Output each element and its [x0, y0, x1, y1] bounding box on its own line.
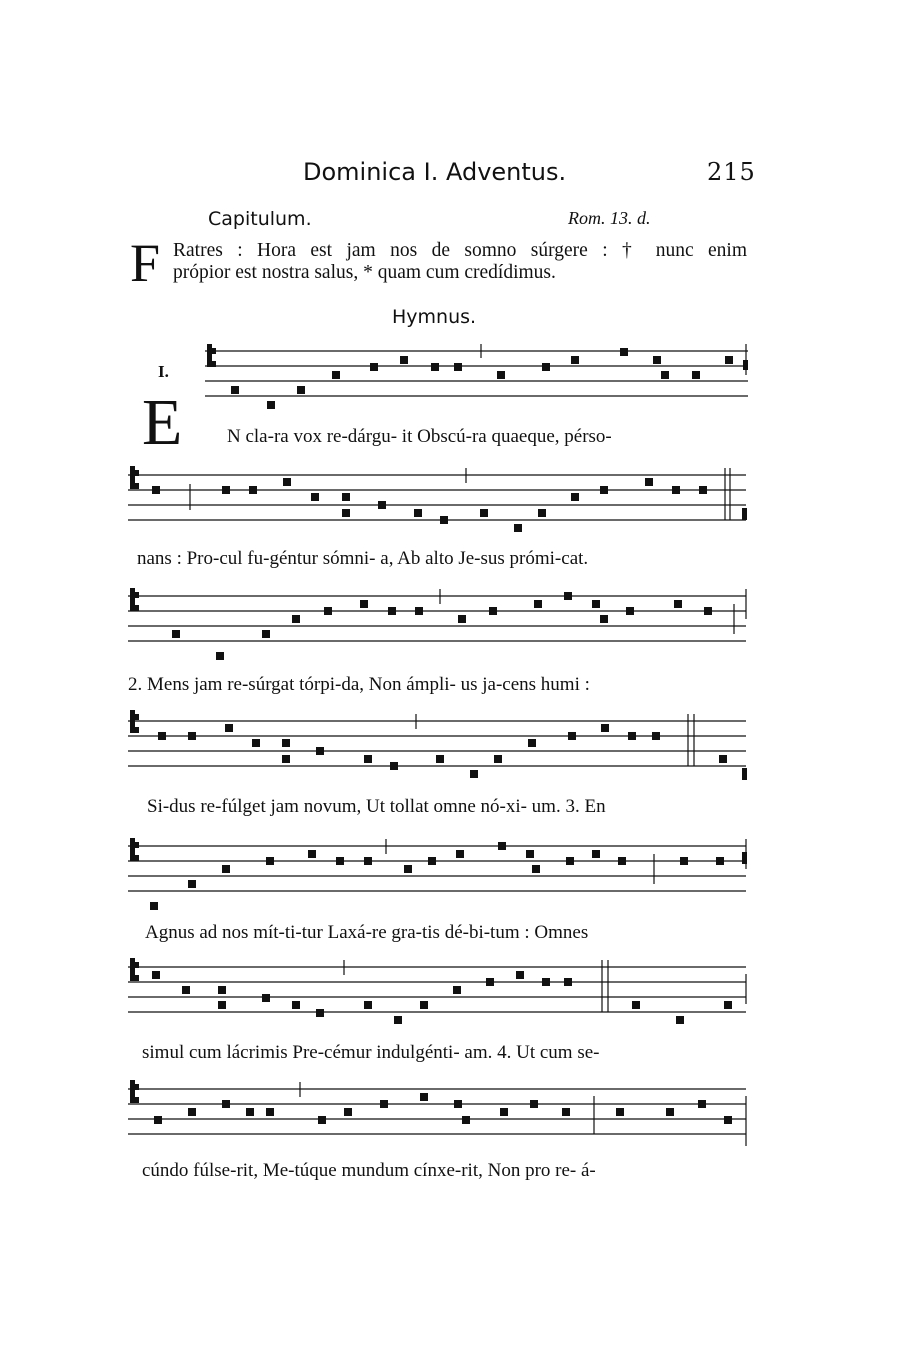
- staff-3-notation: [128, 584, 750, 664]
- lyric-line-3: 2. Mens jam re-súrgat tórpi-da, Non ámpli- us ja-cens humi :: [128, 674, 590, 695]
- staff-5-notation: [128, 832, 750, 922]
- lyric-line-6: simul cum lácrimis Pre-cémur indulgénti- am. 4. Ut cum se-: [142, 1042, 600, 1063]
- drop-cap-e: E: [142, 386, 183, 459]
- page-number: 215: [707, 158, 756, 186]
- staff-6-notation: [128, 954, 750, 1034]
- lyric-line-1: N cla-ra vox re-dárgu- it Obscú-ra quaeque, pérso-: [227, 426, 612, 447]
- lyric-line-7: cúndo fúlse-rit, Me-túque mundum cínxe-rit, Non pro re- á-: [142, 1160, 596, 1181]
- hymn-heading: Hymnus.: [392, 306, 477, 328]
- verse-number: I.: [158, 362, 169, 381]
- scripture-reference: Rom. 13. d.: [568, 208, 651, 228]
- staff-4-notation: [128, 706, 750, 786]
- capitulum-line-1: Ratres : Hora est jam nos de somno súrgere : † nunc enim: [173, 240, 747, 261]
- lyric-line-2: nans : Pro-cul fu-géntur sómni- a, Ab alto Je-sus prómi-cat.: [137, 548, 589, 569]
- lyric-line-4: Si-dus re-fúlget jam novum, Ut tollat omne nó-xi- um. 3. En: [147, 796, 606, 817]
- chant-staff-6: [128, 954, 750, 1034]
- capitulum-heading: Capitulum.: [208, 208, 312, 230]
- chant-staff-1: [205, 342, 750, 410]
- staff-1-notation: [205, 342, 750, 410]
- chant-staff-2: [128, 458, 750, 538]
- drop-cap-f: F: [130, 233, 161, 293]
- running-title: Dominica I. Adventus.: [303, 158, 567, 186]
- chant-staff-7: [128, 1076, 750, 1156]
- staff-7-notation: [128, 1076, 750, 1156]
- chant-staff-4: [128, 706, 750, 786]
- staff-2-notation: [128, 458, 750, 538]
- chant-staff-5: [128, 832, 750, 922]
- lyric-line-5: Agnus ad nos mít-ti-tur Laxá-re gra-tis dé-bi-tum : Omnes: [145, 922, 589, 943]
- chant-staff-3: [128, 584, 750, 664]
- capitulum-line-2: própior est nostra salus, * quam cum credídimus.: [173, 262, 556, 283]
